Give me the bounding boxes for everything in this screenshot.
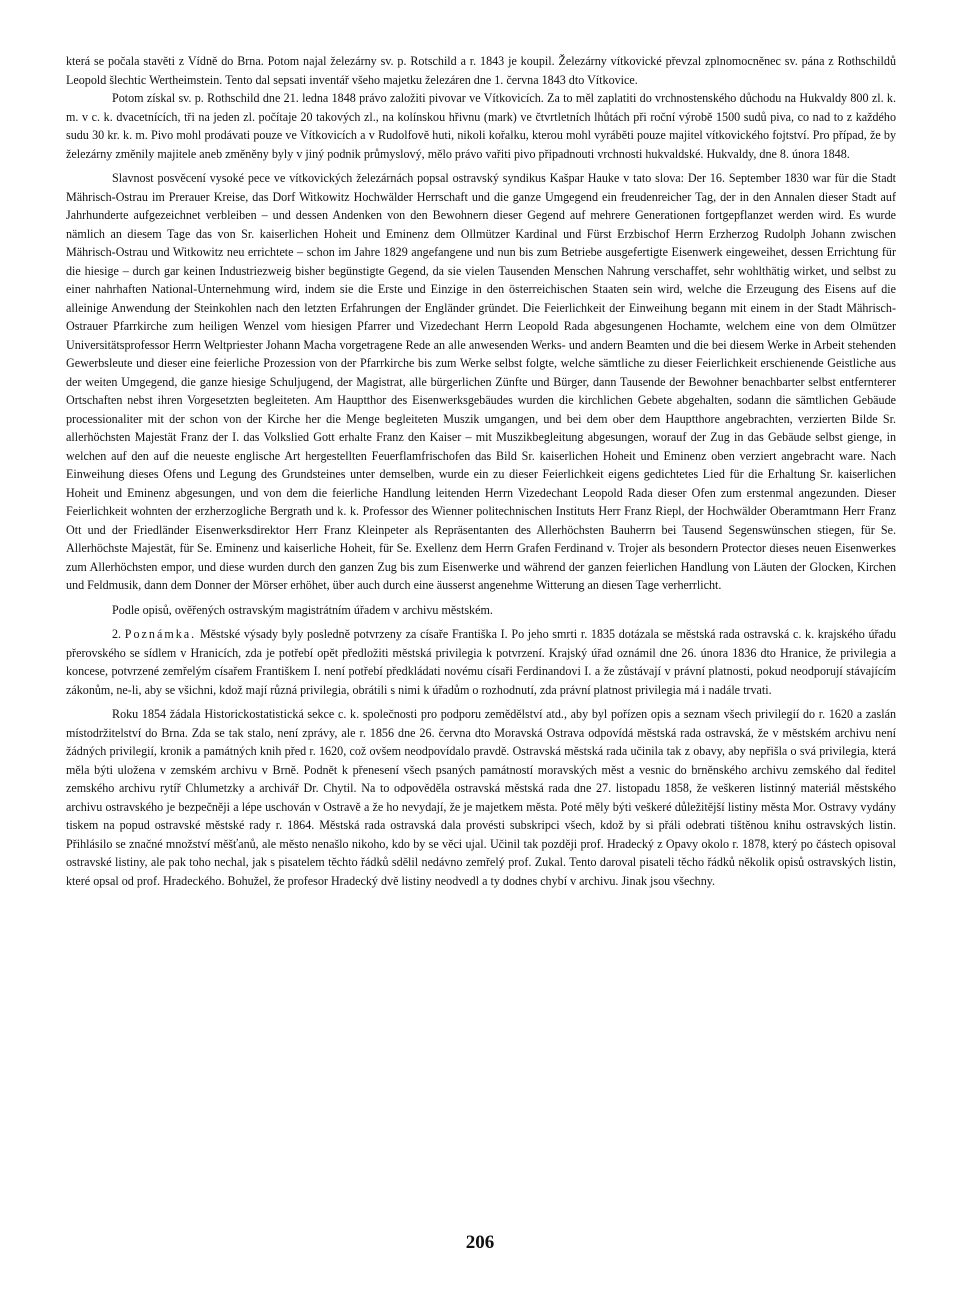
paragraph-2: Potom získal sv. p. Rothschild dne 21. ledna 1848 právo založiti pivovar ve Vítkovicích. Za to měl zaplatiti do vrchnostenského důchodu na Hukvaldy 800 zl. k. m. v c. k. dvacetnících, tři na jeden zl. počítaje 20 takových zl., na kolínskou hřivnu (mark) ve čtvrtletních lhůtách při roční výrobě 1500 sudů piva, co nad to z každého sudu 30 kr. k. m. Pivo mohl prodávati pouze ve Vítkovicích a v Rudolfově huti, nikoli kořalku, kterou mohl vyráběti pouze majitel vítkovického fojtství. Pro případ, že by železárny změnily majitele aneb změněny byly v jiný podnik průmyslový, mělo právo vařiti pivo připadnouti vrchnosti hukvaldské. Hukvaldy, dne 8. února 1848.: [66, 91, 896, 161]
note-text: Městské výsady byly posledně potvrzeny za císaře Františka I. Po jeho smrti r. 1835 dotázala se městská rada ostravská c. k. krajského úřadu přerovského se sídlem v Hranicích, zda je potřebí opět předložiti městská privilegia k potvrzení. Krajský úřad oznámil dne 26. února 1836 dto Hranice, že privilegia a koncese, potvrzené zemřelým císařem Františkem I. není potřebí předkládati novému císaři Ferdinandovi I. a že zůstávají v právní platnosti, pokud neodporují stávajícím zákonům, ne-li, aby se všichni, kdož mají různá privilegia, obrátili s nimi k úřadům o rozhodnutí, zda právní platnost privilegia má i nadále trvati.: [66, 627, 896, 697]
paragraph-5: [66, 625, 896, 699]
note-number: 2.: [112, 627, 122, 641]
paragraph-6: Roku 1854 žádala Historickostatistická sekce c. k. společnosti pro podporu zemědělství atd., aby byl pořízen opis a seznam všech privilegií do r. 1620 a zaslán místodržitelství do Brna. Zda se tak stalo, není zprávy, ale r. 1856 dne 26. června dto Moravská Ostrava odpovídá městská rada ostravská, že v městském archivu není žádných privilegií, kronik a památných knih před r. 1620, což ovšem neodpovídalo pravdě. Ostravská městská rada učinila tak z obavy, aby nepřišla o svá privilegia, která měla býti uložena v zemském archivu v Brně. Podnět k přenesení všech psaných památností moravských měst a vesnic do brněnského archivu zemského dal ředitel zemského archivu rytíř Chlumetzky a archivář Dr. Chytil. Na to odpověděla ostravská městská rada dne 27. listopadu 1858, že veškeren listinný materiál městského archivu ostravského je bezpečněji a lépe uschován v Ostravě a že ho nevydají, že je majetkem města. Poté měly býti veškeré důležitější listiny města Mor. Ostravy vydány tiskem na popud ostravské městské rady r. 1864. Městská rada ostravská dala provésti subskripci všech, kdož by si přáli odebrati tištěnou knihu ostravských listin. Přihlásilo se značné množství měšťanů, ale město nenašlo nikoho, kdo by se věci ujal. Učinil tak později prof. Hradecký z Opavy okolo r. 1878, který po částech opisoval ostravské listiny, ale pak toho nechal, jak s pisatelem těchto řádků sdělil nedávno zemřelý prof. Zukal. Tento daroval pisateli těcho řádků několik opisů ostravských listin, které opsal od prof. Hradeckého. Bohužel, že profesor Hradecký dvě listiny neodvedl a ty dodnes chybí v archivu. Jinak jsou všechny.: [66, 707, 896, 888]
document-body: [66, 52, 896, 890]
paragraph-3: Slavnost posvěcení vysoké pece ve vítkovických železárnách popsal ostravský syndikus Kašpar Hauke v tato slova: Der 16. September 1830 war für die Stadt Mährisch-Ostrau im Prerauer Kreise, das Dorf Witkowitz Hochwälder Herrschaft und die ganze Umgegend ein freudenreicher Tag, der in den Annalen dieser Stadt auf Jahrhunderte aufgezeichnet verbleiben – und dessen Andenken von den Bewohnern dieser Gegend auf mehrere Generationen fortgepflanzet werden wird. Es wurde nämlich an diesem Tage das von Sr. kaiserlichen Hoheit und Eminenz dem Ollmützer Kardinal und Fürst Erzbischof Herrn Erzherzog Rudolph Johann zwischen Mährisch-Ostrau und Witkowitz neu errichtete – schon im Jahre 1829 angefangene und nun bis zum Betriebe ausgefertigte Eisenwerk eingeweihet, dessen Errichtung für die hiesige – durch gar keinen Industriezweig bisher begünstigte Gegend, da sie vielen Tausenden Menschen Nahrung verschaffet, sehr wohlthätig wirket, und selbst zu einer nahrhaften National-Unternehmung wird, indem sie die Erste und Einzige in den österreichischen Staaten sein wird, welche die Erzeugung des Eisens auf die alleinige Anwendung der Steinkohlen nach den letzten Erfahrungen der Engländer gründet. Die Feierlichkeit der Einweihung begann mit einem in der Stadt Mährisch-Ostrauer Pfarrkirche zum heiligen Wenzel vom hiesigen Pfarrer und Vizedechant Herrn Leopold Rada abgesungenen Hochamte, welchem eine von dem Olmützer Universitätsprofessor Herrn Weltpriester Johann Macha vorgetragene Rede an alle anwesenden Werks- und andern Beamten und die bei diesem Werke in Arbeit stehenden Gewerbsleute und dieser eine feierliche Prozession von der Pfarrkirche bis zum Werke selbst folgte, welche sämtliche zu dieser Feierlichkeit erschienende Geistliche aus der weiten Umgegend, die ganze hiesige Schuljugend, der Magistrat, alle bürgerlichen Zünfte und Bürger, dann Tausende der Bewohner benachbarter selbst entfernterer Ortschaften nebst ihren Vorgesetzten begleiteten. Am Hauptthor des Eisenwerksgebäudes wurden die kirchlichen Gebete abgehalten, sodann die sämtlichen Gebäude processionaliter mit der schon von der Kirche her die Menge begleiteten Muszik umgangen, und bei dem ober dem Hauptthore angebrachten, verzierten Bilde Sr. allerhöchsten Majestät Franz der I. das Volkslied Gott erhalte Franz den Kaiser – mit Muszikbegleitung abgesungen, worauf der Zug in das Gebäude selbst gienge, in welchen auf den auf die neueste englische Art hergestellten Feuerflamfrischofen das Bild Sr. kaiserlichen Hoheit und Eminenz oben verziert angebracht ware. Nach Einweihung dieses Ofens und Legung des Grundsteines unter demselben, wurde ein zu dieser Feierlichkeit eigens gedichtetes Lied für die Erhaltung Sr. kaiserlichen Hoheit und Eminenz abgesungen, und von dem die feierliche Handlung leitenden Herrn Vizedechant Leopold Rada dieser Ofen zum erstenmal angezunden. Dieser Feierlichkeit wohnten der erzherzogliche Bergrath und k. k. Professor des Wienner politechnischen Instituts Herr Franz Riepl, der Hochwälder Oberamtmann Herr Franz Ott und der Friedländer Eisenwerksdirektor Herr Franz Kleinpeter als Repräsentanten des Allerhöchsten Bauherrn bei Tausend Segenswünschen stiegen, für Se. Allerhöchste Majestät, für Se. Eminenz und kaiserliche Hoheit, für Se. Exellenz dem Herrn Grafen Ferdinand v. Trojer als besondern Protector dieses neuen Eisenwerkes zum Allerhöchsten empor, und diese wurden durch den ganzen Zug bis zum Eisenwerke und während der ganzen feierlichen Handlung von Läuten der Glocken, Kirchen und Feldmusik, dann dem Donner der Mörser erhöhet, über auch durch eine äusserst angenehme Witterung an diesen Tage verherrlicht.: [66, 171, 896, 592]
paragraph-1: která se počala stavěti z Vídně do Brna. Potom najal železárny sv. p. Rotschild a r. 1843 je koupil. Železárny vítkovické převzal zplnomocněnec sv. pána z Rothschildů Leopold šlechtic Wertheimstein. Tento dal sepsati inventář všeho majetku železáren dne 1. června 1843 dto Vítkovice.: [66, 54, 896, 87]
page-number: 206: [465, 1232, 495, 1253]
note-heading: Poznámka.: [124, 627, 197, 641]
paragraph-4: Podle opisů, ověřených ostravským magistrátním úřadem v archivu městském.: [112, 602, 493, 617]
